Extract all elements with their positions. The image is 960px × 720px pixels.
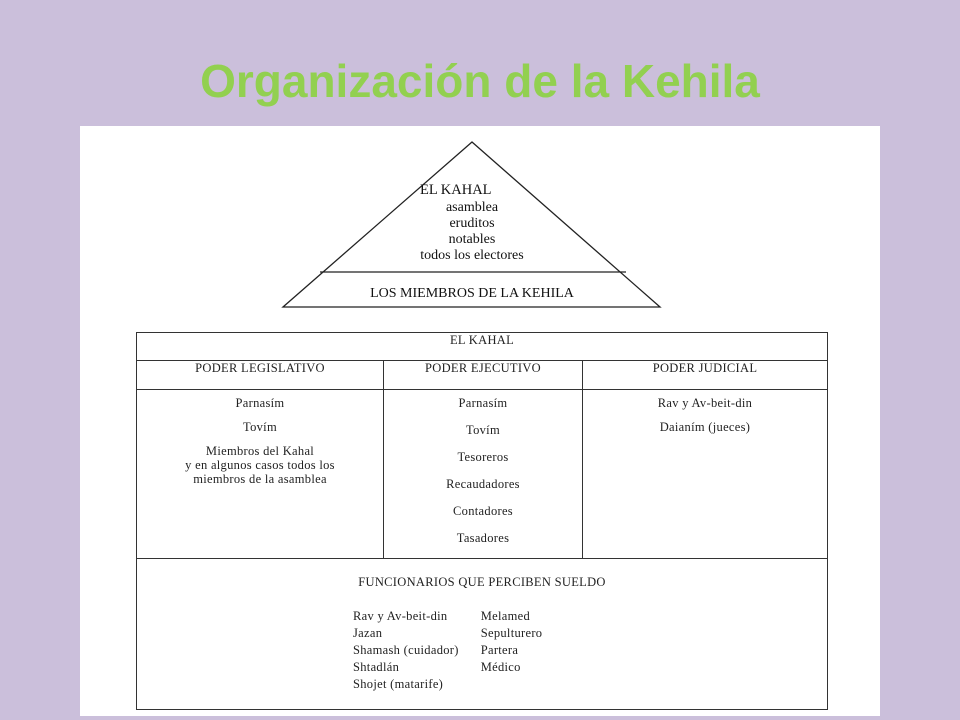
- column-legislative: [137, 390, 384, 559]
- slide-title: Organización de la Kehila: [200, 55, 760, 107]
- list-item: Shojet (matarife): [353, 677, 444, 691]
- list-item: Parnasím: [458, 396, 508, 410]
- list-item: Shtadlán: [353, 660, 400, 674]
- list-item: Tovím: [466, 423, 500, 437]
- pyramid-top-items: [380, 200, 564, 264]
- list-item: Rav y Av-beit-din: [353, 609, 448, 623]
- list-item: Tesoreros: [457, 450, 509, 464]
- officials-left-column: [353, 608, 459, 693]
- list-item: Sepulturero: [480, 626, 543, 640]
- list-item: y en algunos casos todos los: [185, 458, 335, 472]
- list-item: Daianím (jueces): [659, 420, 751, 434]
- list-item: Recaudadores: [446, 477, 520, 491]
- list-item: Parnasím: [235, 396, 285, 410]
- table-title: EL KAHAL: [137, 333, 828, 361]
- pyramid-base-label: LOS MIEMBROS DE LA KEHILA: [370, 286, 574, 301]
- pyramid-item: asamblea: [445, 200, 499, 215]
- header-judicial: PODER JUDICIAL: [583, 361, 828, 390]
- list-item: Miembros del Kahal: [205, 444, 315, 458]
- list-item: Melamed: [480, 609, 531, 623]
- pyramid-item: todos los electores: [420, 248, 524, 263]
- header-legislative: PODER LEGISLATIVO: [137, 361, 384, 390]
- pyramid-item: notables: [448, 232, 496, 247]
- column-judicial: [583, 390, 828, 559]
- column-executive: [384, 390, 583, 559]
- list-item: Tasadores: [456, 531, 510, 545]
- list-item: Shamash (cuidador): [353, 643, 459, 657]
- officials-list: [353, 608, 827, 693]
- officials-right-column: [481, 608, 543, 693]
- list-item: Tovím: [243, 420, 277, 434]
- header-executive: PODER EJECUTIVO: [384, 361, 583, 390]
- list-item: Jazan: [353, 626, 383, 640]
- officials-section: [137, 559, 828, 710]
- list-item: miembros de la asamblea: [193, 472, 327, 486]
- list-item: Médico: [480, 660, 521, 674]
- kahal-table: [136, 332, 828, 710]
- diagram-panel: [80, 126, 880, 716]
- pyramid-top-heading: EL KAHAL: [420, 182, 492, 198]
- officials-title: FUNCIONARIOS QUE PERCIBEN SUELDO: [358, 575, 606, 589]
- list-item: Partera: [480, 643, 519, 657]
- list-item: Rav y Av-beit-din: [657, 396, 753, 410]
- pyramid-item: eruditos: [449, 216, 495, 231]
- list-item: Contadores: [453, 504, 513, 518]
